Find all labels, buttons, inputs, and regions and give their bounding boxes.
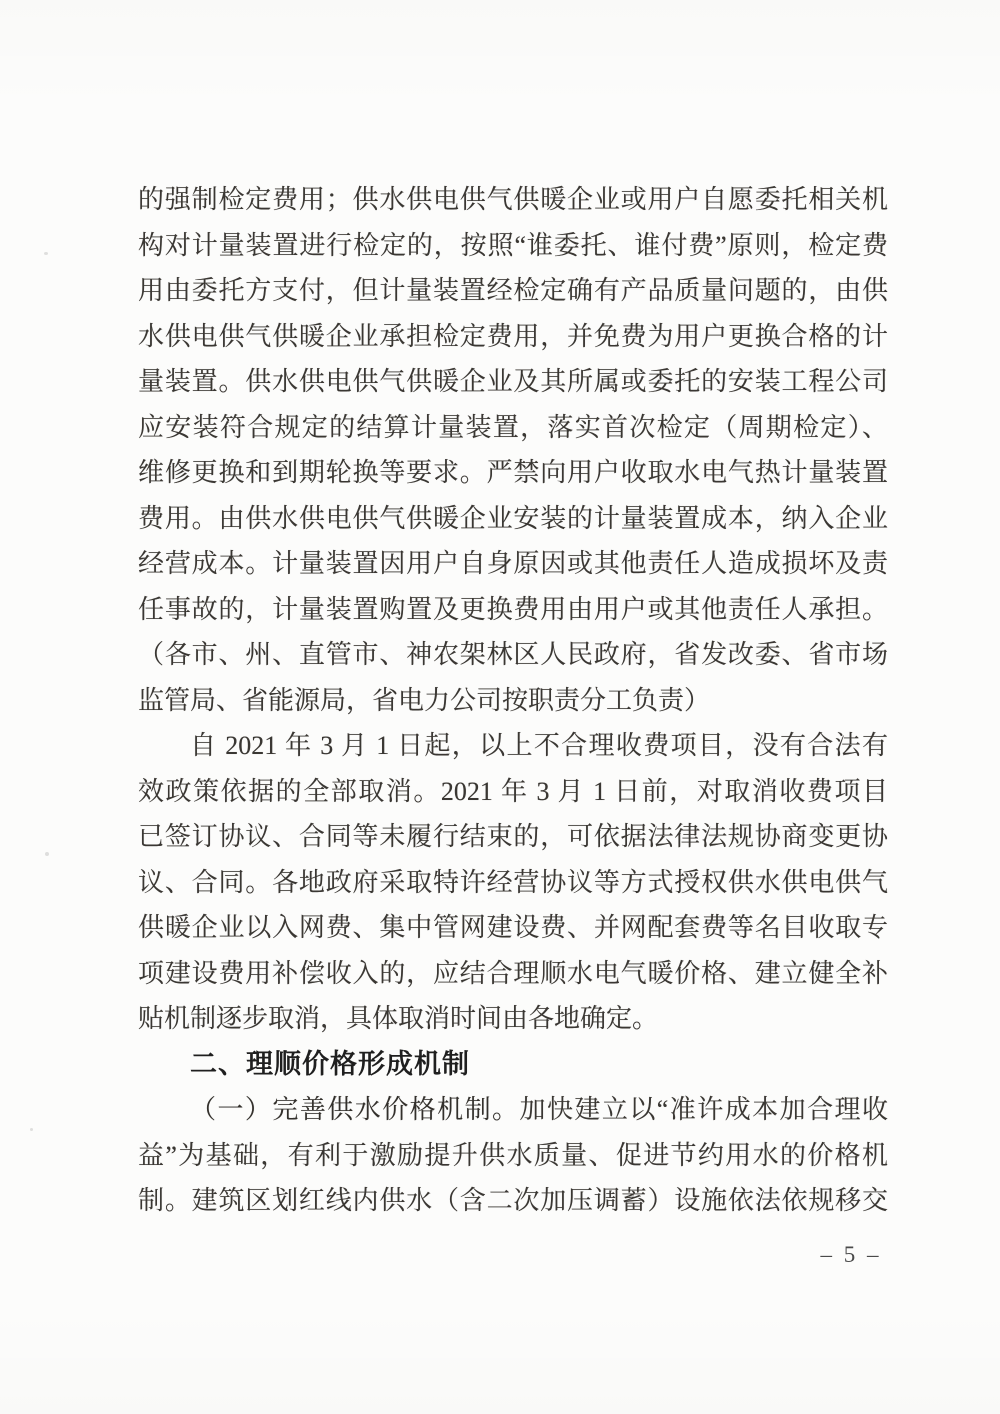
scan-speck xyxy=(30,1128,33,1131)
text-line: 供暖企业以入网费、集中管网建设费、并网配套费等名目收取专 xyxy=(138,913,888,942)
text-line: 自 2021 年 3 月 1 日起，以上不合理收费项目，没有合法有 xyxy=(190,731,888,760)
text-line: 费用。由供水供电供气供暖企业安装的计量装置成本，纳入企业 xyxy=(138,503,888,533)
scan-speck xyxy=(44,252,48,255)
text-line: 的强制检定费用；供水供电供气供暖企业或用户自愿委托相关机 xyxy=(138,185,888,214)
text-line: 效政策依据的全部取消。2021 年 3 月 1 日前，对取消收费项目 xyxy=(138,776,888,806)
text-line: 益”为基础，有利于激励提升供水质量、促进节约用水的价格机 xyxy=(138,1140,888,1170)
text-line: 议、合同。各地政府采取特许经营协议等方式授权供水供电供气 xyxy=(138,867,888,897)
subsection-title: （一）完善供水价格机制。 xyxy=(190,1095,520,1124)
text-line: 用由委托方支付，但计量装置经检定确有产品质量问题的，由供 xyxy=(138,276,888,305)
text-line: 维修更换和到期轮换等要求。严禁向用户收取水电气热计量装置 xyxy=(138,458,888,487)
text-line: 制。建筑区划红线内供水（含二次加压调蓄）设施依法依规移交 xyxy=(138,1186,888,1215)
text-line: 项建设费用补偿收入的，应结合理顺水电气暖价格、建立健全补 xyxy=(138,958,888,988)
text-line: 监管局、省能源局，省电力公司按职责分工负责） xyxy=(138,685,711,715)
section-heading: 二、理顺价格形成机制 xyxy=(190,1048,470,1079)
text-line: 经营成本。计量装置因用户自身原因或其他责任人造成损坏及责 xyxy=(138,549,888,578)
text-line xyxy=(138,1087,888,1133)
text-line: 应安装符合规定的结算计量装置，落实首次检定（周期检定）、 xyxy=(138,412,888,442)
text-line: 量装置。供水供电供气供暖企业及其所属或委托的安装工程公司 xyxy=(138,367,888,396)
text-line: 任事故的，计量装置购置及更换费用由用户或其他责任人承担。 xyxy=(138,594,888,624)
page-number: – 5 – xyxy=(820,1242,882,1267)
scan-speck xyxy=(45,852,49,856)
text-line: 贴机制逐步取消，具体取消时间由各地确定。 xyxy=(138,1004,659,1033)
document-body xyxy=(138,177,888,1224)
text-line: 构对计量装置进行检定的，按照“谁委托、谁付费”原则，检定费 xyxy=(138,230,888,260)
text-line: 水供电供气供暖企业承担检定费用，并免费为用户更换合格的计 xyxy=(138,321,888,351)
text-line: （各市、州、直管市、神农架林区人民政府，省发改委、省市场 xyxy=(138,640,888,669)
text-line: 已签订协议、合同等未履行结束的，可依据法律法规协商变更协 xyxy=(138,822,888,851)
body-text: 加快建立以“准许成本加合理收 xyxy=(519,1095,888,1124)
